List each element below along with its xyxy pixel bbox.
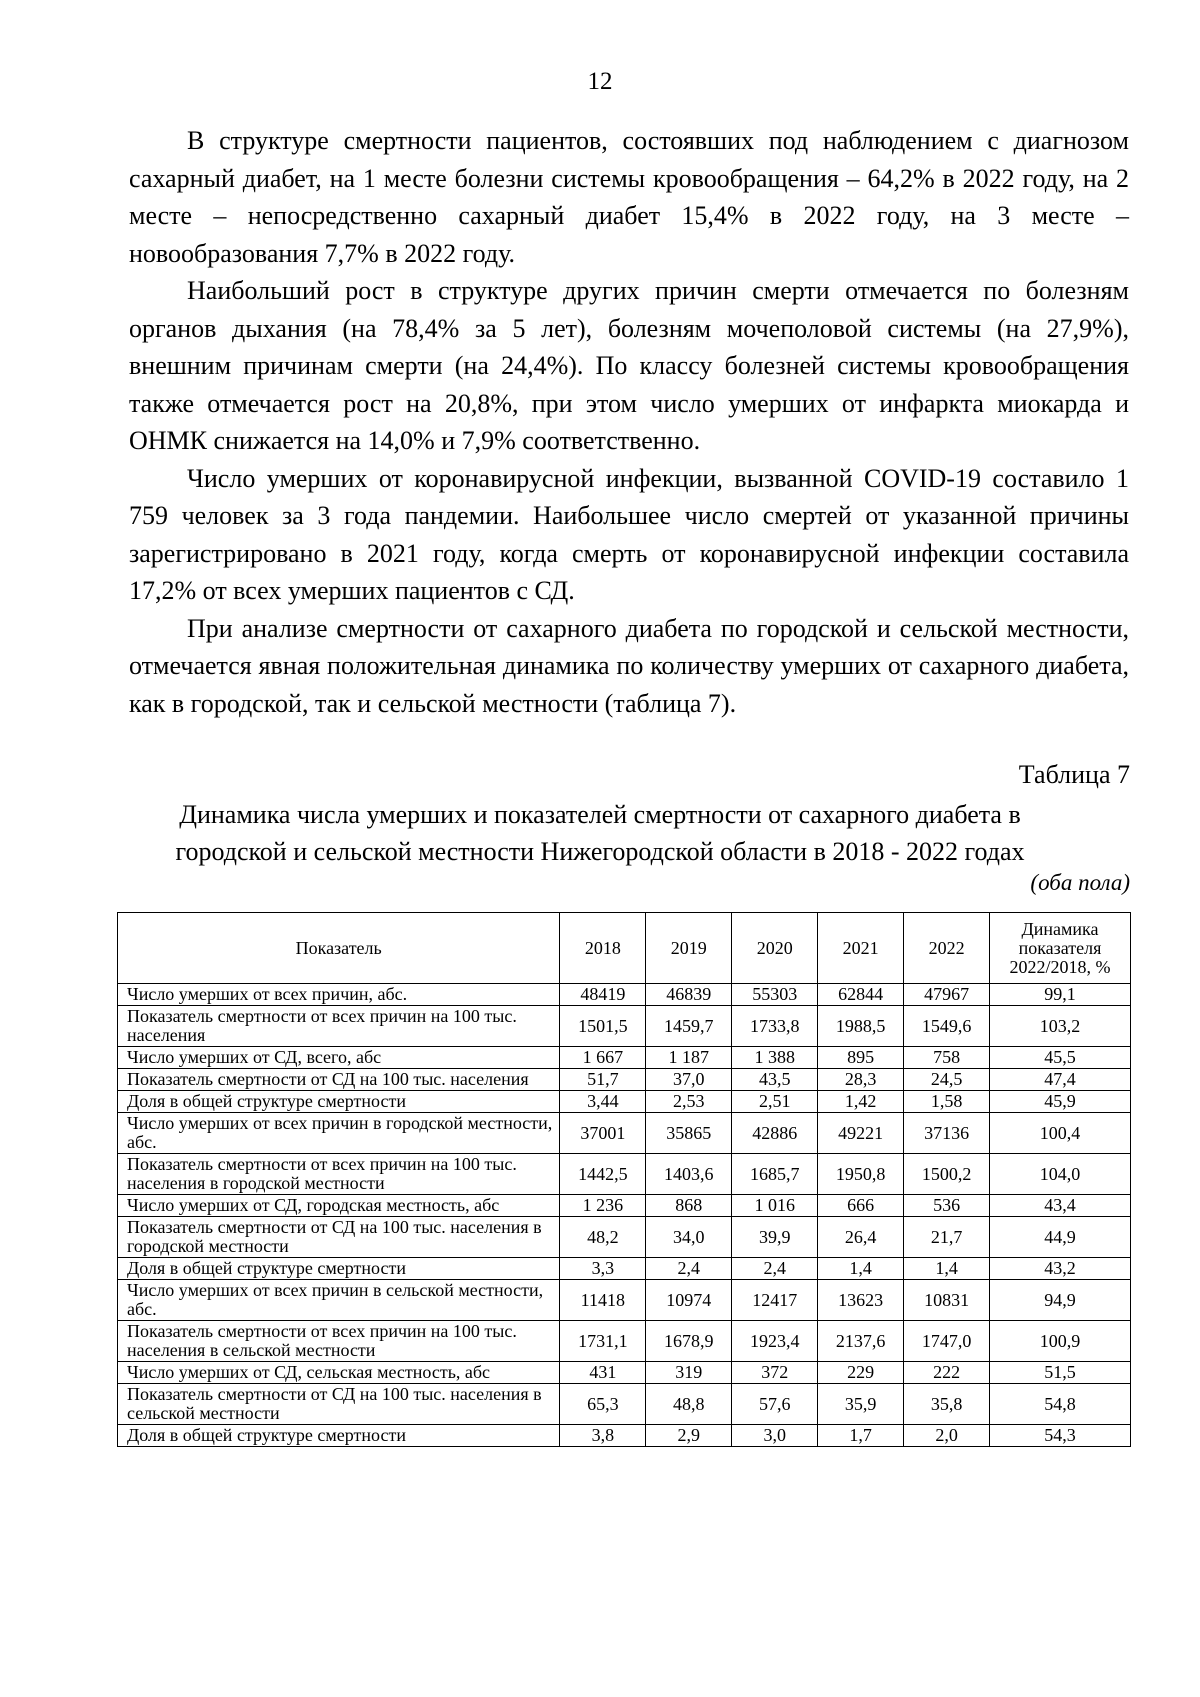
cell-2018: 48419 — [560, 984, 646, 1006]
cell-2019: 868 — [646, 1195, 732, 1217]
header-year-2021: 2021 — [818, 913, 904, 984]
cell-2022: 1747,0 — [904, 1321, 990, 1362]
table-subtitle: (оба пола) — [1030, 870, 1130, 895]
cell-2021: 1988,5 — [818, 1006, 904, 1047]
cell-2019: 46839 — [646, 984, 732, 1006]
cell-dynamics: 100,9 — [990, 1321, 1131, 1362]
cell-2022: 35,8 — [904, 1384, 990, 1425]
cell-2022: 222 — [904, 1362, 990, 1384]
cell-indicator: Показатель смертности от СД на 100 тыс. населения в городской местности — [118, 1217, 560, 1258]
table-row — [118, 1154, 1131, 1195]
paragraph-growth-causes: Наибольший рост в структуре других причин смерти отмечается по болезням органов дыхания (на 78,4% за 5 лет), болезням мочеполовой системы (на 27,9%), внешним причинам смерти (на 24,4%). По классу болезней системы кровообращения также отмечается рост на 20,8%, при этом число умерших от инфаркта миокарда и ОНМК снижается на 14,0% и 7,9% соответственно. — [129, 276, 1129, 455]
cell-2019: 34,0 — [646, 1217, 732, 1258]
paragraph-urban-rural: При анализе смертности от сахарного диабета по городской и сельской местности, отмечается явная положительная динамика по количеству умерших от сахарного диабета, как в городской, так и сельской местности (таблица 7). — [129, 613, 1129, 718]
cell-indicator: Доля в общей структуре смертности — [118, 1425, 560, 1447]
cell-2019: 37,0 — [646, 1069, 732, 1091]
cell-2018: 431 — [560, 1362, 646, 1384]
paragraph-covid: Число умерших от коронавирусной инфекции, вызванной COVID-19 составило 1 759 человек за 3 года пандемии. Наибольшее число смертей от указанной причины зарегистрировано в 2021 году, когда смерть от коронавирусной инфекции составила 17,2% от всех умерших пациентов с СД. — [129, 463, 1129, 605]
cell-2022: 758 — [904, 1047, 990, 1069]
cell-indicator: Число умерших от СД, городская местность, абс — [118, 1195, 560, 1217]
cell-2022: 10831 — [904, 1280, 990, 1321]
table-row — [118, 1195, 1131, 1217]
cell-dynamics: 54,3 — [990, 1425, 1131, 1447]
cell-2018: 37001 — [560, 1113, 646, 1154]
cell-2018: 65,3 — [560, 1384, 646, 1425]
cell-2019: 1678,9 — [646, 1321, 732, 1362]
cell-dynamics: 51,5 — [990, 1362, 1131, 1384]
cell-2020: 42886 — [732, 1113, 818, 1154]
cell-2020: 1923,4 — [732, 1321, 818, 1362]
cell-2018: 1 236 — [560, 1195, 646, 1217]
cell-2022: 21,7 — [904, 1217, 990, 1258]
cell-indicator: Число умерших от всех причин, абс. — [118, 984, 560, 1006]
cell-dynamics: 100,4 — [990, 1113, 1131, 1154]
cell-2018: 51,7 — [560, 1069, 646, 1091]
cell-2022: 24,5 — [904, 1069, 990, 1091]
cell-2020: 2,4 — [732, 1258, 818, 1280]
cell-2022: 2,0 — [904, 1425, 990, 1447]
cell-dynamics: 103,2 — [990, 1006, 1131, 1047]
table-row — [118, 1047, 1131, 1069]
cell-dynamics: 43,2 — [990, 1258, 1131, 1280]
table-title-line-2: городской и сельской местности Нижегородской области в 2018 - 2022 годах — [175, 837, 1025, 866]
cell-2019: 1 187 — [646, 1047, 732, 1069]
cell-2020: 372 — [732, 1362, 818, 1384]
cell-2018: 1731,1 — [560, 1321, 646, 1362]
table-row — [118, 1321, 1131, 1362]
cell-2021: 895 — [818, 1047, 904, 1069]
cell-2019: 48,8 — [646, 1384, 732, 1425]
table-row — [118, 1217, 1131, 1258]
cell-2022: 47967 — [904, 984, 990, 1006]
cell-dynamics: 104,0 — [990, 1154, 1131, 1195]
cell-2021: 1,4 — [818, 1258, 904, 1280]
cell-2022: 1549,6 — [904, 1006, 990, 1047]
cell-2021: 28,3 — [818, 1069, 904, 1091]
cell-2020: 43,5 — [732, 1069, 818, 1091]
cell-2019: 2,4 — [646, 1258, 732, 1280]
cell-2018: 11418 — [560, 1280, 646, 1321]
table-row — [118, 1362, 1131, 1384]
cell-2018: 1442,5 — [560, 1154, 646, 1195]
cell-2018: 3,3 — [560, 1258, 646, 1280]
cell-2021: 49221 — [818, 1113, 904, 1154]
cell-2021: 1,7 — [818, 1425, 904, 1447]
cell-dynamics: 54,8 — [990, 1384, 1131, 1425]
header-dynamics: Динамика показателя 2022/2018, % — [990, 913, 1131, 984]
cell-2021: 666 — [818, 1195, 904, 1217]
cell-2019: 35865 — [646, 1113, 732, 1154]
header-year-2020: 2020 — [732, 913, 818, 984]
cell-2018: 48,2 — [560, 1217, 646, 1258]
table-row — [118, 1113, 1131, 1154]
table-row — [118, 1384, 1131, 1425]
table-header-row — [118, 913, 1131, 984]
paragraph-mortality-structure: В структуре смертности пациентов, состоявших под наблюдением с диагнозом сахарный диабет, на 1 месте болезни системы кровообращения – 64,2% в 2022 году, на 2 месте – непосредственно сахарный диабет 15,4% в 2022 году, на 3 месте – новообразования 7,7% в 2022 году. — [129, 126, 1129, 268]
cell-dynamics: 44,9 — [990, 1217, 1131, 1258]
cell-2020: 2,51 — [732, 1091, 818, 1113]
cell-indicator: Число умерших от СД, сельская местность, абс — [118, 1362, 560, 1384]
table-row — [118, 1258, 1131, 1280]
cell-2020: 1733,8 — [732, 1006, 818, 1047]
header-year-2022: 2022 — [904, 913, 990, 984]
cell-dynamics: 99,1 — [990, 984, 1131, 1006]
cell-indicator: Показатель смертности от СД на 100 тыс. населения в сельской местности — [118, 1384, 560, 1425]
cell-dynamics: 45,5 — [990, 1047, 1131, 1069]
table-row — [118, 984, 1131, 1006]
cell-2022: 536 — [904, 1195, 990, 1217]
cell-dynamics: 45,9 — [990, 1091, 1131, 1113]
cell-indicator: Показатель смертности от СД на 100 тыс. населения — [118, 1069, 560, 1091]
table-row — [118, 1091, 1131, 1113]
cell-2020: 1685,7 — [732, 1154, 818, 1195]
cell-indicator: Число умерших от всех причин в сельской местности, абс. — [118, 1280, 560, 1321]
cell-2020: 12417 — [732, 1280, 818, 1321]
header-year-2019: 2019 — [646, 913, 732, 984]
cell-2022: 1,58 — [904, 1091, 990, 1113]
cell-2020: 57,6 — [732, 1384, 818, 1425]
cell-2022: 37136 — [904, 1113, 990, 1154]
cell-dynamics: 47,4 — [990, 1069, 1131, 1091]
cell-indicator: Показатель смертности от всех причин на 100 тыс. населения — [118, 1006, 560, 1047]
cell-2020: 1 388 — [732, 1047, 818, 1069]
text-body — [129, 122, 1129, 722]
cell-2018: 3,8 — [560, 1425, 646, 1447]
page-number: 12 — [587, 68, 613, 95]
cell-indicator: Показатель смертности от всех причин на 100 тыс. населения в городской местности — [118, 1154, 560, 1195]
cell-2019: 10974 — [646, 1280, 732, 1321]
cell-2019: 1459,7 — [646, 1006, 732, 1047]
header-indicator: Показатель — [118, 913, 560, 984]
mortality-table — [117, 912, 1131, 1447]
table-body — [118, 984, 1131, 1447]
cell-dynamics: 43,4 — [990, 1195, 1131, 1217]
table-label: Таблица 7 — [1018, 760, 1130, 789]
cell-2018: 3,44 — [560, 1091, 646, 1113]
cell-indicator: Число умерших от СД, всего, абс — [118, 1047, 560, 1069]
cell-2019: 2,9 — [646, 1425, 732, 1447]
cell-2021: 62844 — [818, 984, 904, 1006]
cell-2021: 229 — [818, 1362, 904, 1384]
cell-2021: 26,4 — [818, 1217, 904, 1258]
table-row — [118, 1006, 1131, 1047]
cell-2020: 55303 — [732, 984, 818, 1006]
table-row — [118, 1280, 1131, 1321]
cell-2022: 1,4 — [904, 1258, 990, 1280]
cell-2021: 1950,8 — [818, 1154, 904, 1195]
cell-dynamics: 94,9 — [990, 1280, 1131, 1321]
cell-2019: 2,53 — [646, 1091, 732, 1113]
cell-2021: 13623 — [818, 1280, 904, 1321]
table-row — [118, 1069, 1131, 1091]
cell-2019: 319 — [646, 1362, 732, 1384]
cell-2018: 1501,5 — [560, 1006, 646, 1047]
cell-2021: 2137,6 — [818, 1321, 904, 1362]
cell-indicator: Доля в общей структуре смертности — [118, 1258, 560, 1280]
cell-2019: 1403,6 — [646, 1154, 732, 1195]
table-title — [100, 796, 1100, 870]
cell-indicator: Показатель смертности от всех причин на 100 тыс. населения в сельской местности — [118, 1321, 560, 1362]
cell-indicator: Число умерших от всех причин в городской местности, абс. — [118, 1113, 560, 1154]
cell-2020: 39,9 — [732, 1217, 818, 1258]
header-year-2018: 2018 — [560, 913, 646, 984]
cell-indicator: Доля в общей структуре смертности — [118, 1091, 560, 1113]
table-title-line-1: Динамика числа умерших и показателей смертности от сахарного диабета в — [179, 800, 1021, 829]
cell-2022: 1500,2 — [904, 1154, 990, 1195]
cell-2020: 3,0 — [732, 1425, 818, 1447]
cell-2021: 1,42 — [818, 1091, 904, 1113]
cell-2021: 35,9 — [818, 1384, 904, 1425]
cell-2020: 1 016 — [732, 1195, 818, 1217]
table-row — [118, 1425, 1131, 1447]
cell-2018: 1 667 — [560, 1047, 646, 1069]
